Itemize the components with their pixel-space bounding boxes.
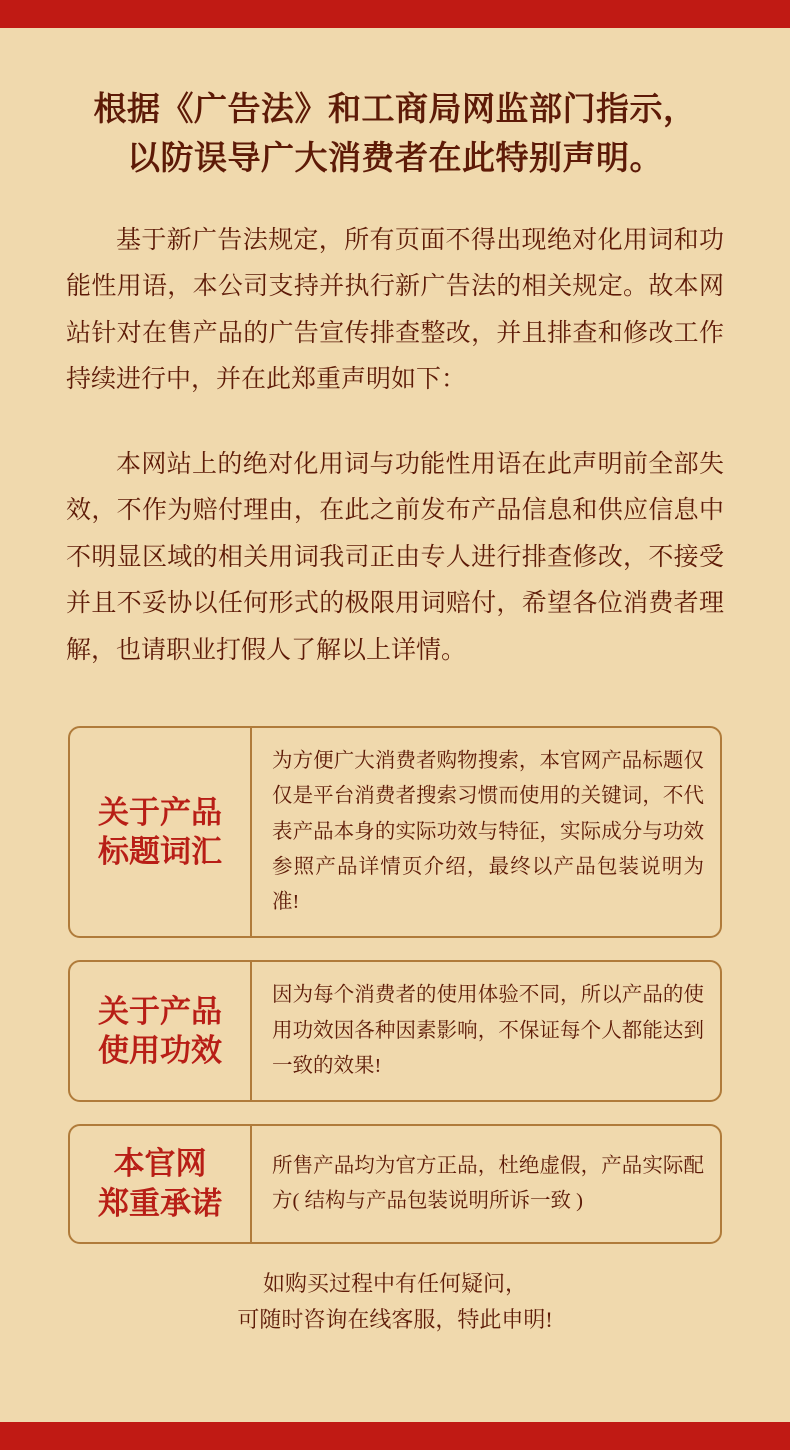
intro-paragraph-2: 本网站上的绝对化用词与功能性用语在此声明前全部失效，不作为赔付理由，在此之前发布产品信息和供应信息中不明显区域的相关用词我司正由专人进行排查修改，不接受并且不妥协以任何形式的极限用词赔付，希望各位消费者理解，也请职业打假人了解以上详情。 xyxy=(66,450,724,664)
announcement-panel xyxy=(0,28,790,1422)
statement-card xyxy=(68,960,722,1102)
footer-note-line-1: 如购买过程中有任何疑问， xyxy=(262,1271,527,1297)
statement-card-list xyxy=(68,726,722,1244)
page-title-line-1: 根据《广告法》和工商局网监部门指示， xyxy=(93,92,697,128)
statement-card-label-line-1: 关于产品 xyxy=(98,794,222,830)
statement-card-text: 为方便广大消费者购物搜索，本官网产品标题仅仅是平台消费者搜索习惯而使用的关键词，不代表产品本身的实际功效与特征，实际成分与功效参照产品详情页介绍，最终以产品包装说明为准! xyxy=(272,750,704,914)
statement-card-label-line-1: 关于产品 xyxy=(98,993,222,1029)
statement-card xyxy=(68,726,722,938)
statement-card-label xyxy=(70,728,252,936)
statement-card-label-line-1: 本官网 xyxy=(113,1146,207,1182)
statement-card xyxy=(68,1124,722,1244)
statement-card-label xyxy=(70,962,252,1100)
page-title-line-2: 以防误导广大消费者在此特别声明。 xyxy=(127,140,663,177)
statement-card-label xyxy=(70,1126,252,1242)
page-title xyxy=(56,86,734,184)
statement-card-label-line-2: 标题词汇 xyxy=(98,834,222,870)
intro-paragraph-1: 基于新广告法规定，所有页面不得出现绝对化用词和功能性用语，本公司支持并执行新广告法的相关规定。故本网站针对在售产品的广告宣传排查整改，并且排查和修改工作持续进行中，并在此郑重声明如下： xyxy=(66,226,724,394)
footer-note-line-2: 可随时咨询在线客服，特此申明! xyxy=(237,1306,553,1332)
statement-card-label-line-2: 郑重承诺 xyxy=(98,1186,222,1222)
statement-card-text: 因为每个消费者的使用体验不同，所以产品的使用功效因各种因素影响，不保证每个人都能达到一致的效果! xyxy=(272,984,704,1077)
statement-card-label-line-2: 使用功效 xyxy=(98,1033,222,1069)
footer-note xyxy=(56,1266,734,1337)
statement-card-text: 所售产品均为官方正品，杜绝虚假，产品实际配方( 结构与产品包装说明所诉一致 ) xyxy=(272,1154,704,1213)
